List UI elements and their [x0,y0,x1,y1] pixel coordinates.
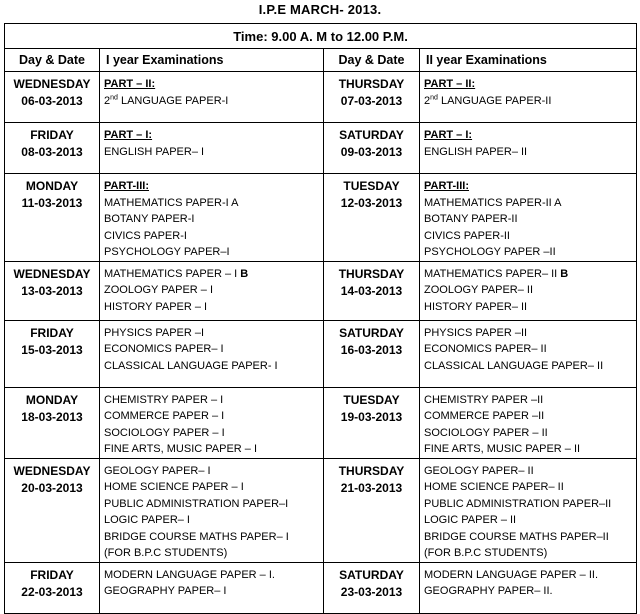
day-date-cell-2 [324,174,420,262]
subjects-cell-2 [420,562,637,613]
subject-text: BRIDGE COURSE MATHS PAPER–II [424,530,609,543]
day-date-cell-2 [324,320,420,387]
subject-text: PHYSICS PAPER –II [424,326,528,339]
day-name: FRIDAY [30,325,74,340]
subject-line [104,512,323,529]
day-date-cell-2 [324,458,420,562]
subject-text: CIVICS PAPER-I [104,229,187,242]
subject-text: BOTANY PAPER-II [424,213,518,225]
ordinal-suffix: nd [110,93,118,101]
subject-text: HOME SCIENCE PAPER – I [104,481,244,493]
subject-line [424,425,636,442]
ordinal: 2 [104,94,111,107]
subject-text: ECONOMICS PAPER– II [424,343,547,355]
subject-line [424,496,636,513]
subject-text: MATHEMATICS PAPER– II [424,267,561,280]
subject-text: HISTORY PAPER– II [424,300,528,313]
subject-line [104,392,323,409]
time-row [5,24,637,49]
subject-line [104,299,323,316]
day-date-cell-1 [5,261,100,320]
day-date-cell-1 [5,458,100,562]
subject-text: GEOGRAPHY PAPER– II. [424,585,553,597]
subjects-cell-2 [420,387,637,458]
subject-text: MODERN LANGUAGE PAPER – II. [424,568,599,581]
day-name: THURSDAY [338,463,405,478]
subject-text: ZOOLOGY PAPER – I [104,284,214,296]
subject-line [104,567,323,584]
subject-line [424,463,636,480]
subject-text: SOCIOLOGY PAPER – I [104,426,225,439]
subject-line [424,195,636,212]
day-date-cell-1 [5,72,100,123]
exam-date: 23-03-2013 [340,584,403,599]
subjects-cell-1 [100,72,324,123]
subject-line [104,408,323,425]
subject-line [104,441,323,458]
subject-line [424,266,636,283]
subject-line [104,463,323,480]
subject-text: LOGIC PAPER– I [104,514,190,526]
subject-text: MATHEMATICS PAPER-II A [424,196,562,209]
subject-text: CIVICS PAPER-II [424,229,510,242]
subject-text: HISTORY PAPER – I [104,300,208,313]
day-date-cell-2 [324,562,420,613]
exam-time: Time: 9.00 A. M to 12.00 P.M. [5,24,637,49]
subject-text: FINE ARTS, MUSIC PAPER – II [424,443,581,455]
subjects-cell-1 [100,123,324,174]
header-day-date-2: Day & Date [324,49,420,72]
subject-line [424,211,636,228]
subject-text: PSYCHOLOGY PAPER–I [104,246,230,258]
subject-line [424,93,636,110]
subjects-cell-2 [420,458,637,562]
subjects-cell-1 [100,174,324,262]
subject-text: ENGLISH PAPER– I [104,145,205,158]
day-name: TUESDAY [343,392,400,407]
subjects-cell-1 [100,387,324,458]
part-heading: PART-III: [424,180,470,192]
subject-text: ZOOLOGY PAPER– II [424,284,534,296]
exam-timetable [4,23,637,614]
day-name: WEDNESDAY [13,463,91,478]
subjects-cell-2 [420,174,637,262]
subject-line [104,479,323,496]
day-date-cell-1 [5,387,100,458]
subject-text: BOTANY PAPER-I [104,213,195,225]
part-label [424,127,636,144]
subject-text: MODERN LANGUAGE PAPER – I. [104,568,275,581]
subject-line [104,244,323,261]
day-name: SATURDAY [339,567,404,582]
day-date-cell-2 [324,123,420,174]
subject-text: MATHEMATICS PAPER-I A [104,196,239,209]
subject-text: MATHEMATICS PAPER – I [104,267,241,280]
subject-line [424,244,636,261]
subject-suffix: B [240,267,249,280]
subject-line [104,341,323,358]
day-date-cell-1 [5,174,100,262]
subject-line [424,567,636,584]
day-name: THURSDAY [338,266,405,281]
subject-line [424,341,636,358]
subject-line [424,545,636,562]
subjects-cell-1 [100,562,324,613]
part-heading: PART – I: [424,129,473,141]
day-date-cell-2 [324,261,420,320]
subject-line [104,325,323,342]
exam-date: 11-03-2013 [21,196,83,210]
part-heading: PART – II: [104,78,156,90]
subject-line [424,408,636,425]
subject-text: PSYCHOLOGY PAPER –II [424,246,556,258]
subject-text: ENGLISH PAPER– II [424,145,528,158]
subject-line [424,282,636,299]
subject-line [424,583,636,600]
subject-line [104,529,323,546]
exam-date: 15-03-2013 [21,342,83,357]
day-name: FRIDAY [30,567,74,582]
subject-text: PUBLIC ADMINISTRATION PAPER–I [104,497,289,510]
part-label [104,127,323,144]
subject-text: CHEMISTRY PAPER –II [424,393,544,406]
subject-line [424,441,636,458]
day-date-cell-2 [324,387,420,458]
subject-line [104,93,323,110]
subject-text: CLASSICAL LANGUAGE PAPER- I [104,359,278,372]
header-second-year: II year Examinations [420,49,637,72]
schedule-row [5,562,637,613]
day-name: MONDAY [25,179,79,193]
part-label [104,178,323,195]
exam-date: 21-03-2013 [340,480,403,495]
exam-date: 13-03-2013 [21,283,83,298]
ordinal-suffix: nd [430,93,438,101]
subject-line [104,282,323,299]
subject-text: (FOR B.P.C STUDENTS) [104,547,228,559]
schedule-row [5,458,637,562]
subject-line [424,299,636,316]
schedule-row [5,387,637,458]
exam-date: 08-03-2013 [21,145,83,159]
subject-text: GEOGRAPHY PAPER– I [104,585,227,597]
schedule-row [5,320,637,387]
subject-text: FINE ARTS, MUSIC PAPER – I [104,443,258,455]
subject-text: COMMERCE PAPER – I [104,410,225,422]
subject-text: CLASSICAL LANGUAGE PAPER– II [424,359,604,372]
subject-line [104,195,323,212]
subject-line [104,266,323,283]
subject-line [424,479,636,496]
subject-text: ECONOMICS PAPER– I [104,343,224,355]
schedule-row [5,174,637,262]
ordinal: 2 [424,94,431,107]
subject-text: PHYSICS PAPER –I [104,326,205,339]
exam-date: 09-03-2013 [340,145,403,159]
subject-text: LOGIC PAPER – II [424,514,517,526]
subject-text: LANGUAGE PAPER-II [437,94,552,107]
subjects-cell-2 [420,123,637,174]
exam-date: 19-03-2013 [340,409,403,424]
subject-line [104,144,323,161]
subject-line [424,392,636,409]
subject-line [424,358,636,375]
subject-line [104,228,323,245]
day-name: THURSDAY [338,77,405,91]
subject-line [104,211,323,228]
day-date-cell-1 [5,123,100,174]
day-date-cell-1 [5,320,100,387]
exam-date: 16-03-2013 [340,342,403,357]
part-label [424,178,636,195]
exam-date: 12-03-2013 [340,196,403,210]
schedule-row [5,261,637,320]
subject-text: BRIDGE COURSE MATHS PAPER– I [104,530,289,543]
part-heading: PART – II: [424,78,476,90]
subject-line [104,496,323,513]
part-heading: PART-III: [104,180,150,192]
schedule-row [5,123,637,174]
subject-text: (FOR B.P.C STUDENTS) [424,547,548,559]
subject-line [104,358,323,375]
part-heading: PART – I: [104,129,153,141]
part-label [104,76,323,93]
subject-text: GEOLOGY PAPER– I [104,464,211,477]
subject-line [424,228,636,245]
header-row [5,49,637,72]
day-name: WEDNESDAY [13,266,91,281]
part-label [424,76,636,93]
subject-suffix: B [560,267,569,280]
schedule-row [5,72,637,123]
subject-line [104,545,323,562]
day-date-cell-1 [5,562,100,613]
subject-text: CHEMISTRY PAPER – I [104,393,224,406]
page-title: I.P.E MARCH- 2013. [258,2,382,17]
subject-line [424,512,636,529]
header-first-year: I year Examinations [100,49,324,72]
day-name: TUESDAY [343,179,400,193]
subject-text: COMMERCE PAPER –II [424,410,545,422]
subject-line [104,425,323,442]
exam-date: 18-03-2013 [21,409,83,424]
subjects-cell-2 [420,72,637,123]
exam-date: 07-03-2013 [340,94,403,108]
exam-date: 14-03-2013 [340,283,403,298]
subject-text: GEOLOGY PAPER– II [424,464,534,477]
day-name: MONDAY [25,392,79,407]
day-name: SATURDAY [339,325,404,340]
subject-text: PUBLIC ADMINISTRATION PAPER–II [424,497,612,510]
exam-date: 20-03-2013 [21,480,83,495]
subject-text: SOCIOLOGY PAPER – II [424,426,548,439]
subject-line [104,583,323,600]
day-name: FRIDAY [30,128,74,142]
day-name: WEDNESDAY [13,77,91,91]
subject-line [424,144,636,161]
day-name: SATURDAY [339,128,404,142]
subjects-cell-1 [100,320,324,387]
subjects-cell-1 [100,458,324,562]
subjects-cell-2 [420,261,637,320]
subject-line [424,529,636,546]
exam-date: 22-03-2013 [21,584,83,599]
subjects-cell-1 [100,261,324,320]
subjects-cell-2 [420,320,637,387]
day-date-cell-2 [324,72,420,123]
subject-text: HOME SCIENCE PAPER– II [424,481,564,493]
exam-date: 06-03-2013 [21,94,83,108]
subject-line [424,325,636,342]
header-day-date-1: Day & Date [5,49,100,72]
subject-text: LANGUAGE PAPER-I [117,94,229,107]
